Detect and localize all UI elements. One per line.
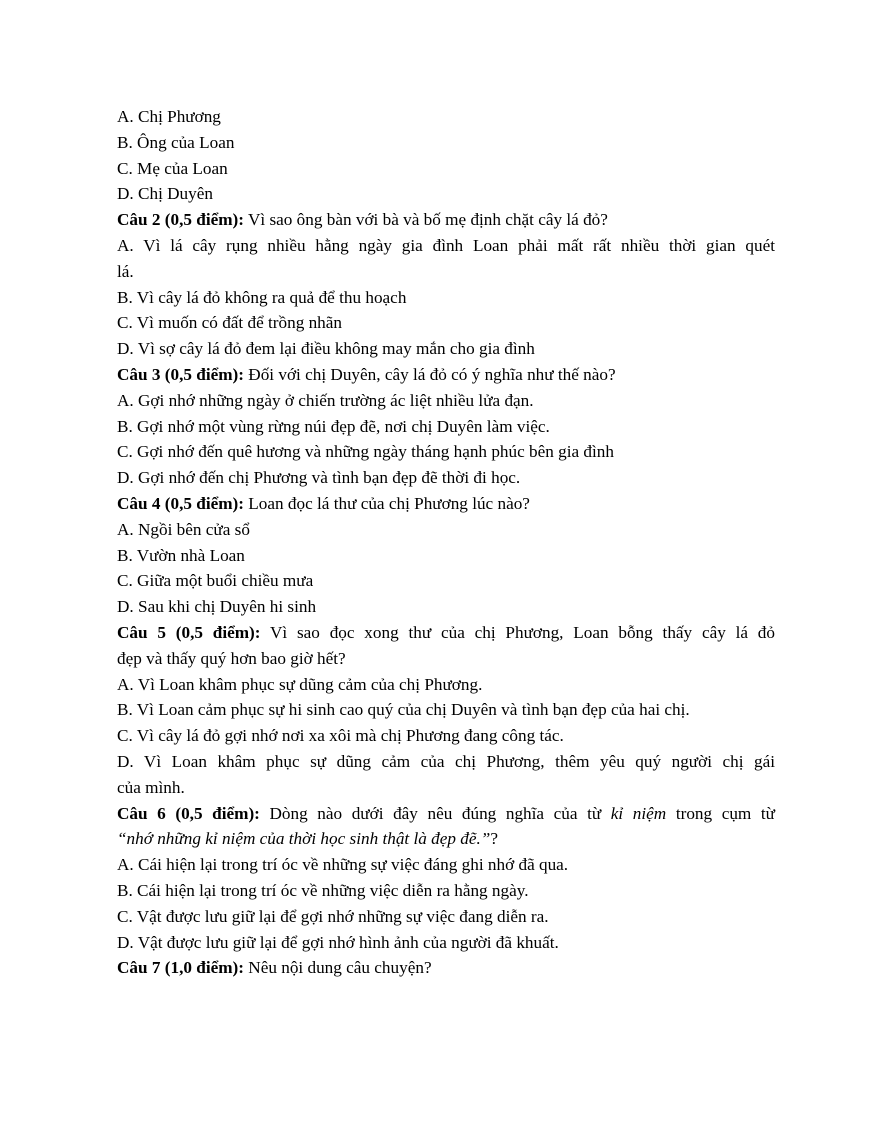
option-2b: B. Vì cây lá đỏ không ra quả để thu hoạch — [117, 287, 407, 307]
question-6-term: kỉ niệm — [610, 803, 667, 823]
option-5b: B. Vì Loan cảm phục sự hi sinh cao quý của chị Duyên và tình bạn đẹp của hai chị. — [117, 700, 690, 720]
option-5d-cont: của mình. — [117, 777, 185, 797]
option-2a-cont: lá. — [117, 261, 134, 281]
question-2-stem — [117, 207, 775, 233]
question-3-text: Đối với chị Duyên, cây lá đỏ có ý nghĩa như thế nào? — [244, 364, 616, 384]
question-7-text: Nêu nội dung câu chuyện? — [244, 958, 432, 978]
question-5-text-1: Vì sao đọc xong thư của chị Phương, Loan bỗng thấy cây lá đỏ — [260, 622, 775, 642]
option-2c: C. Vì muốn có đất để trồng nhãn — [117, 313, 342, 333]
option-2a: A. Vì lá cây rụng nhiều hằng ngày gia đình Loan phải mất rất nhiều thời gian quét — [117, 235, 775, 255]
option-3c: C. Gợi nhớ đến quê hương và những ngày tháng hạnh phúc bên gia đình — [117, 442, 614, 462]
question-1-options — [117, 104, 775, 207]
question-6-quote: “nhớ những kỉ niệm của thời học sinh thật là đẹp đẽ.” — [117, 829, 491, 849]
question-6-label: Câu 6 (0,5 điểm): — [117, 803, 260, 823]
option-4a: A. Ngồi bên cửa sổ — [117, 519, 250, 539]
option-3a: A. Gợi nhớ những ngày ở chiến trường ác liệt nhiều lửa đạn. — [117, 390, 534, 410]
question-5-stem — [117, 620, 775, 646]
option-3d: D. Gợi nhớ đến chị Phương và tình bạn đẹp đẽ thời đi học. — [117, 468, 521, 488]
question-4-label: Câu 4 (0,5 điểm): — [117, 493, 244, 513]
question-3-label: Câu 3 (0,5 điểm): — [117, 364, 244, 384]
option-6a: A. Cái hiện lại trong trí óc về những sự việc đáng ghi nhớ đã qua. — [117, 855, 569, 875]
question-6-text-b: trong cụm từ — [666, 803, 775, 823]
question-2 — [117, 207, 775, 362]
question-5-label: Câu 5 (0,5 điểm): — [117, 622, 261, 642]
question-7-label: Câu 7 (1,0 điểm): — [117, 958, 244, 978]
question-6-quote-end: ? — [490, 829, 498, 849]
option-2d: D. Vì sợ cây lá đỏ đem lại điều không may mắn cho gia đình — [117, 339, 535, 359]
question-2-text: Vì sao ông bàn với bà và bố mẹ định chặt cây lá đỏ? — [244, 210, 608, 230]
option-4d: D. Sau khi chị Duyên hi sinh — [117, 597, 317, 617]
option-1d: D. Chị Duyên — [117, 184, 213, 204]
question-5 — [117, 620, 775, 801]
question-6-stem — [117, 801, 775, 827]
question-6-stem-cont — [117, 826, 775, 852]
option-5c: C. Vì cây lá đỏ gợi nhớ nơi xa xôi mà chị Phương đang công tác. — [117, 726, 564, 746]
option-5d: D. Vì Loan khâm phục sự dũng cảm của chị Phương, thêm yêu quý người chị gái — [117, 751, 775, 771]
option-4b: B. Vườn nhà Loan — [117, 545, 245, 565]
option-1b: B. Ông của Loan — [117, 132, 235, 152]
question-6-text-a: Dòng nào dưới đây nêu đúng nghĩa của từ — [259, 803, 611, 823]
question-4 — [117, 491, 775, 620]
question-6 — [117, 801, 775, 956]
option-1c: C. Mẹ của Loan — [117, 158, 228, 178]
option-6d: D. Vật được lưu giữ lại để gợi nhớ hình ảnh của người đã khuất. — [117, 932, 559, 952]
question-4-text: Loan đọc lá thư của chị Phương lúc nào? — [244, 493, 530, 513]
option-6c: C. Vật được lưu giữ lại để gợi nhớ những sự việc đang diễn ra. — [117, 906, 549, 926]
question-7 — [117, 955, 775, 981]
question-3-stem — [117, 362, 775, 388]
option-4c: C. Giữa một buổi chiều mưa — [117, 571, 314, 591]
option-1a: A. Chị Phương — [117, 107, 221, 126]
question-3 — [117, 362, 775, 491]
question-4-stem — [117, 491, 775, 517]
question-5-stem-cont: đẹp và thấy quý hơn bao giờ hết? — [117, 648, 346, 668]
question-2-label: Câu 2 (0,5 điểm): — [117, 210, 244, 230]
question-7-stem — [117, 955, 775, 981]
option-6b: B. Cái hiện lại trong trí óc về những việc diễn ra hằng ngày. — [117, 880, 529, 900]
option-3b: B. Gợi nhớ một vùng rừng núi đẹp đẽ, nơi chị Duyên làm việc. — [117, 416, 550, 436]
option-5a: A. Vì Loan khâm phục sự dũng cảm của chị Phương. — [117, 674, 483, 694]
